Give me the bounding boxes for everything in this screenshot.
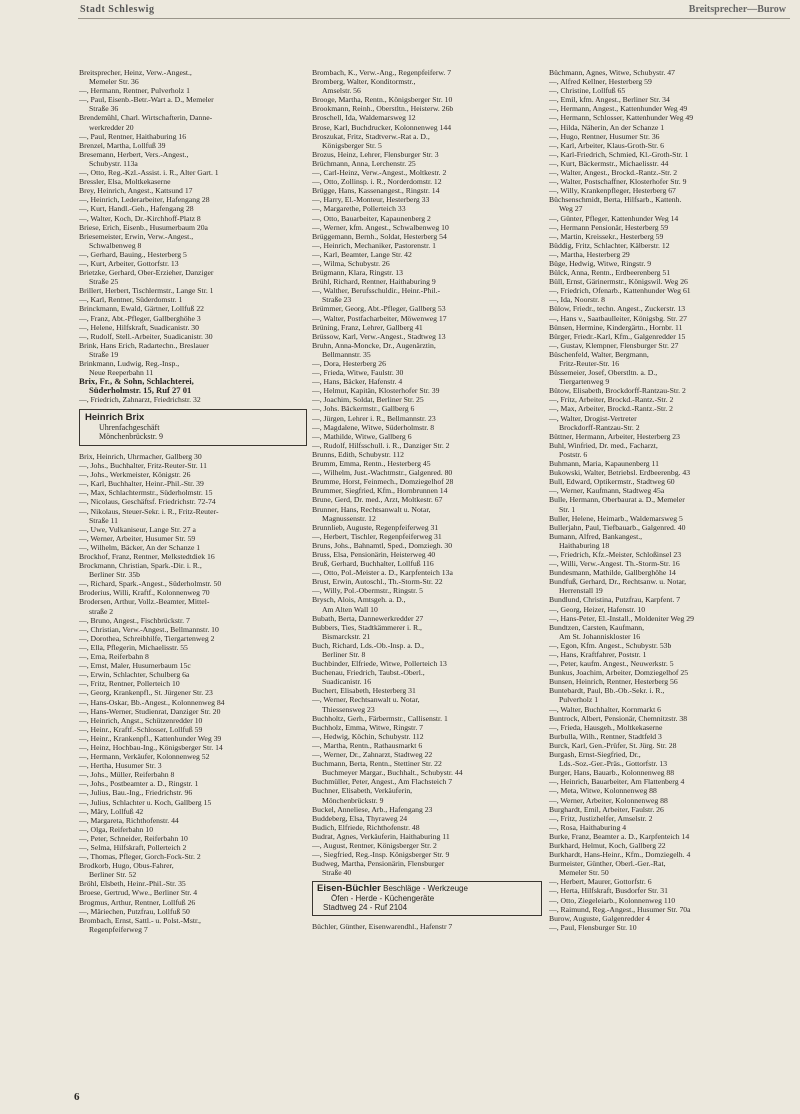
directory-entry-line: Bünsen, Hermine, Kindergärtn., Hornbr. 11 xyxy=(549,322,683,332)
directory-entry-line: —, Raimund, Reg.-Angest., Husumer Str. 70a xyxy=(549,904,691,914)
directory-entry-line: Buchbinder, Elfriede, Witwe, Pollerteich 13 xyxy=(312,659,447,669)
directory-entry-line: Brüggemann, Bernh., Soldat, Hesterberg 54 xyxy=(312,231,447,241)
directory-entry-line: Brose, Karl, Buchdrucker, Kolonnenweg 144 xyxy=(312,122,452,132)
directory-entry-line: Straße 11 xyxy=(89,515,118,525)
directory-entry-line: —, Heinz, Hochbau-Ing., Königsberger Str. 14 xyxy=(79,742,223,752)
directory-entry-line: Bubath, Berta, Dannewerkredder 27 xyxy=(312,613,424,623)
directory-entry-line: Fritz-Reuter-Str. 16 xyxy=(559,359,620,368)
directory-entry-line: Burkhardt, Hans-Heinr., Kfm., Domziegelh. 4 xyxy=(549,850,691,860)
directory-entry-line: —, Hans v., Saatbaulleiter, Königsbg. Str. 27 xyxy=(549,313,687,323)
directory-entry-line: Mönchenbrückstr. 9 xyxy=(322,795,384,805)
directory-entry-line: Brietzke, Gerhard, Ober-Erzieher, Danziger xyxy=(79,268,214,278)
ad-line: Öfen - Herde - Küchengeräte xyxy=(331,893,435,903)
directory-entry-line: Buddeberg, Elsa, Thyraweg 24 xyxy=(312,813,408,823)
directory-entry-line: Brombach, Ernst, Sattl.- u. Polst.-Mstr., xyxy=(79,915,201,925)
entries-block-2a xyxy=(312,68,542,877)
directory-entry-line: Bruß, Gerhard, Buchhalter, Lollfuß 116 xyxy=(312,559,434,569)
directory-entry-line: —, Margarethe, Pollerteich 33 xyxy=(312,204,406,214)
directory-entry-line: —, Heinrich, Lederarbeiter, Hafengang 28 xyxy=(79,195,210,205)
directory-entry-line: —, Julius, Schlachter u. Koch, Gallberg 15 xyxy=(79,797,212,807)
directory-entry-line: —, Rudolf, Stell.-Arbeiter, Suadicanistr. 30 xyxy=(79,331,213,341)
directory-entry-line: —, Georg, Krankenpfl., St. Jürgener Str. 23 xyxy=(79,688,213,698)
directory-entry-line: —, Alfred Kellner, Hesterberg 59 xyxy=(549,77,652,87)
directory-entry-line: Brombach, K., Verw.-Ang., Regenpfeiferw. 7 xyxy=(312,68,452,77)
directory-entry-line: Büchmann, Agnes, Witwe, Schubystr. 47 xyxy=(549,68,675,77)
directory-entry-line: Brumm, Emma, Rentn., Hesterberg 45 xyxy=(312,459,431,469)
directory-entry-line: —, Hermann Pensionär, Hesterberg 59 xyxy=(549,222,669,232)
directory-entry-line: Weg 27 xyxy=(559,204,583,214)
directory-entry-line: —, Karl, Arbeiter, Klaus-Groth-Str. 6 xyxy=(549,140,664,150)
directory-entry-line: —, Johs., Buchhalter, Fritz-Reuter-Str. 11 xyxy=(79,461,207,471)
header-rule xyxy=(78,18,790,19)
directory-entry-line: —, Karl, Beamter, Lange Str. 42 xyxy=(312,249,412,259)
directory-entry-line: —, Otto, Zollinsp. i. R., Norderdomstr. 12 xyxy=(312,177,442,187)
directory-entry-line: —, Hans, Bäcker, Hafenstr. 4 xyxy=(312,377,403,387)
directory-entry-line: —, Fritz, Justizhelfer, Amselstr. 2 xyxy=(549,813,653,823)
directory-entry-line: —, Hilda, Näherin, An der Schanze 1 xyxy=(549,122,665,132)
directory-entry-line: Bülow, Friedr., techn. Angest., Zuckerstr. 13 xyxy=(549,304,686,314)
directory-entry-line: Büge, Hedwig, Witwe, Ringstr. 9 xyxy=(549,258,652,268)
directory-entry-line: —, Joachim, Soldat, Berliner Str. 25 xyxy=(312,395,424,405)
directory-entry-line: Bundesmann, Mathilde, Gallberghöhe 14 xyxy=(549,568,676,578)
directory-entry-line: Briesemeister, Erwin, Verw.-Angest., xyxy=(79,231,194,241)
directory-entry-line: —, Willy, Krankenpfleger, Hesterberg 67 xyxy=(549,186,676,196)
directory-entry-line: Büddig, Fritz, Schlachter, Kälberstr. 12 xyxy=(549,240,670,250)
directory-entry-line: Regenpfeiferweg 7 xyxy=(89,924,148,934)
directory-entry-line: Brunnlieb, Auguste, Regenpfeiferweg 31 xyxy=(312,522,439,532)
directory-entry-line: Brix, Heinrich, Uhrmacher, Gallberg 30 xyxy=(79,451,202,461)
directory-entry-line: —, Ernst, Maler, Husumerbaum 15c xyxy=(79,661,191,671)
directory-entry-line: —, Kurt, Arbeiter, Gottorfstr. 13 xyxy=(79,258,179,268)
directory-entry-line: —, Rosa, Haithaburing 4 xyxy=(549,822,627,832)
directory-entry-line: —, Max, Schlachtermstr., Süderholmstr. 15 xyxy=(79,488,213,498)
directory-entry-line: —, Hans-Peter, El.-Install., Moldeniter Weg 29 xyxy=(549,613,694,623)
entries-block-1b xyxy=(79,452,307,934)
directory-entry-line: Bunkus, Joachim, Arbeiter, Domziegelhof 25 xyxy=(549,668,689,678)
directory-entry-line: —, Gerhard, Bauing., Hesterberg 5 xyxy=(79,249,187,259)
directory-entry-line: —, Willy, Pol.-Obermstr., Ringstr. 5 xyxy=(312,586,423,596)
directory-entry-line: —, Egon, Kfm. Angest., Schubystr. 53b xyxy=(549,640,672,650)
directory-entry-line: —, Werner, Kaufmann, Stadtweg 45a xyxy=(549,486,665,496)
directory-entry-line: —, Rudolf, Hilfsschull. i. R., Danziger Str. 2 xyxy=(312,440,450,450)
directory-entry-line: straße 2 xyxy=(89,606,114,616)
directory-entry-line: —, Hermann, Verkäufer, Kolonnenweg 52 xyxy=(79,752,210,762)
directory-entry-line: Budich, Elfriede, Richthofenstr. 48 xyxy=(312,822,420,832)
directory-entry-line: Memeler Str. 50 xyxy=(559,868,609,878)
directory-entry-line: —, Werner, kfm. Angest., Schwalbenweg 10 xyxy=(312,222,449,232)
ad-line: Mönchenbrückstr. 9 xyxy=(99,432,163,442)
directory-entry-line: Pulverholz 1 xyxy=(559,695,599,705)
directory-entry-line: —, Friedrich, Kfz.-Meister, Schloßinsel 23 xyxy=(549,549,682,559)
directory-entry-line: —, Christian, Verw.-Angest., Bellmannstr. 10 xyxy=(79,624,219,634)
column-1 xyxy=(79,68,307,934)
directory-entry-line: —, Hans-Oskar, Bb.-Angest., Kolonnenweg 84 xyxy=(79,697,225,707)
directory-entry-line: Berliner Str. 52 xyxy=(89,870,137,880)
directory-entry-line: —, Dorothea, Schreibhilfe, Tiergartenweg 2 xyxy=(79,633,215,643)
directory-entry-line: —, Martha, Hesterberg 29 xyxy=(549,249,630,259)
directory-entry-line: Lds.-Soz.-Ger.-Präs., Gottorfstr. 13 xyxy=(559,759,668,769)
directory-entry-line: Brune, Gerd, Dr. med., Arzt, Moltkestr. 67 xyxy=(312,495,443,505)
directory-entry-line: —, Meta, Witwe, Kolonnenweg 88 xyxy=(549,786,657,796)
directory-entry-line: Brüssow, Karl, Verw.-Angest., Stadtweg 13 xyxy=(312,331,446,341)
directory-entry-line: Brockhof, Franz, Rentner, Melkstedtdiek 16 xyxy=(79,552,215,561)
directory-entry-line: Bull, Edward, Optikermstr., Stadtweg 60 xyxy=(549,477,675,487)
directory-entry-line: Buntebardt, Paul, Bb.-Ob.-Sekr. i. R., xyxy=(549,686,665,696)
directory-entry-line: Briese, Erich, Eisenb., Husumerbaum 20a xyxy=(79,222,208,232)
directory-entry-line: Brillert, Herbert, Tischlermstr., Lange Str. 1 xyxy=(79,286,214,296)
directory-entry-line: Neue Reeperbahn 11 xyxy=(89,368,154,378)
directory-entry-line: —, Frieda, Witwe, Faulstr. 30 xyxy=(312,368,404,378)
directory-entry-line: Buckel, Anneliese, Arb., Hafengang 23 xyxy=(312,804,433,814)
directory-entry-line: —, Peter, kaufm. Angest., Neuwerkstr. 5 xyxy=(549,659,674,669)
directory-entry-line: —, Wilhelm, Bäcker, An der Schanze 1 xyxy=(79,542,201,552)
directory-entry-line: —, Karl, Buchhalter, Heinr.-Phil.-Str. 39 xyxy=(79,479,204,489)
directory-entry-line: —, Hermann, Angest., Kattenhunder Weg 49 xyxy=(549,104,688,114)
directory-entry-line: —, Hedwig, Köchin, Schubystr. 112 xyxy=(312,731,424,741)
directory-entry-line: Brügge, Hans, Kassenangest., Ringstr. 14 xyxy=(312,186,440,196)
directory-entry-line: —, Heinrich, Mechaniker, Pastorenstr. 1 xyxy=(312,240,436,250)
directory-entry-line: Brodkorb, Hugo, Obus-Fahrer, xyxy=(79,861,174,871)
directory-entry-line: Schubystr. 113a xyxy=(89,158,138,168)
directory-entry-line: —, Otto, Reg.-Kzl.-Assist. i. R., Alter Gart. 1 xyxy=(79,168,219,178)
directory-entry-line: Bundfuß, Gerhard, Dr., Rechtsanw. u. Notar, xyxy=(549,577,687,587)
directory-entry-line: Burck, Karl, Gen.-Prüfer, St. Jürg. Str. 28 xyxy=(549,740,677,750)
directory-entry-line: Buchner, Elisabeth, Verkäuferin, xyxy=(312,786,413,796)
directory-entry-line: Broese, Gertrud, Wwe., Berliner Str. 4 xyxy=(79,888,198,898)
directory-entry-line: —, Wilhelm, Just.-Wachtmstr., Galgenred. 80 xyxy=(312,468,453,478)
directory-entry-line: Bruhn, Anna-Moncke, Dr., Augenärztin, xyxy=(312,340,436,350)
directory-entry-line: Burmeister, Günther, Oberl.-Ger.-Rat, xyxy=(549,859,666,869)
directory-entry-line: Bundlund, Christina, Putzfrau, Karpfent. 7 xyxy=(549,595,681,605)
directory-entry-line: Poststr. 6 xyxy=(559,449,588,459)
directory-entry-line: Brinckmann, Ewald, Gärtner, Lollfuß 22 xyxy=(79,304,205,314)
directory-entry-line: —, Johs., Werkmeister, Königstr. 26 xyxy=(79,470,191,480)
directory-entry-line: —, Julius, Bau.-Ing., Friedrichstr. 96 xyxy=(79,788,193,798)
directory-entry-line: —, Walther, Berufsschuldir., Heinr.-Phil.- xyxy=(312,286,441,296)
directory-entry-line: Brogmus, Arthur, Rentner, Lollfuß 26 xyxy=(79,897,196,907)
directory-entry-line: —, Karl, Rentner, Süderdomstr. 1 xyxy=(79,295,183,305)
directory-entry-line: Burghardt, Emil, Arbeiter, Faulstr. 26 xyxy=(549,804,664,814)
directory-entry-line: Suadicanistr. 16 xyxy=(322,677,372,687)
directory-entry-line: Brink, Hans Erich, Radartechn., Breslauer xyxy=(79,340,209,350)
directory-entry-line: —, Otto, Pol.-Meister a. D., Karpfenteich 13a xyxy=(312,568,453,578)
directory-entry-line: —, Carl-Heinz, Verw.-Angest., Moltkestr. 2 xyxy=(312,168,447,178)
directory-entry-line: —, Gustav, Klempner, Flensburger Str. 27 xyxy=(549,340,679,350)
directory-entry-line: —, Paul, Eisenb.-Betr.-Wart a. D., Memeler xyxy=(79,95,214,105)
directory-entry-line: —, Märy, Lollfuß 42 xyxy=(79,806,144,816)
directory-entry-line: Straße 40 xyxy=(322,868,352,878)
directory-entry-line: Burow, Auguste, Galgenredder 4 xyxy=(549,913,650,923)
directory-entry-line: Straße 25 xyxy=(89,277,119,287)
entries-block-1a xyxy=(79,68,307,377)
directory-entry-line: —, Helmut, Kapitän, Klosterhofer Str. 39 xyxy=(312,386,440,396)
directory-entry-line: Str. 1 xyxy=(559,504,576,514)
directory-entry-line: Brunner, Hans, Rechtsanwalt u. Notar, xyxy=(312,504,431,514)
directory-entry-line: Bismarckstr. 21 xyxy=(322,631,371,641)
directory-entry-line: —, Olga, Reiferbahn 10 xyxy=(79,824,154,834)
ad-line: Beschläge - Werkzeuge xyxy=(383,884,468,894)
directory-entry-line: —, Heinr., Krankenpfl., Kattenhunder Weg 39 xyxy=(79,733,222,743)
directory-entry-line: —, Johs., Postbeamter a. D., Ringstr. 1 xyxy=(79,779,199,789)
directory-entry-line: Bumann, Alfred, Bankangest., xyxy=(549,531,643,541)
directory-entry-line: werkredder 20 xyxy=(89,122,134,132)
directory-entry-line: Brümmer, Georg, Abt.-Pfleger, Gallberg 53 xyxy=(312,304,446,314)
directory-entry-line: Bullerjahn, Paul, Tiefbauarb., Galgenred. 40 xyxy=(549,522,686,532)
directory-entry-line: —, Johs., Müller, Reiferbahn 8 xyxy=(79,770,175,780)
directory-entry-line: —, Bruno, Angest., Fischbrückstr. 7 xyxy=(79,615,190,625)
directory-entry-line: Haithaburing 18 xyxy=(559,540,610,550)
directory-entry-line: Büssemeier, Josef, Oberstltn. a. D., xyxy=(549,368,658,378)
page-number: 6 xyxy=(74,1091,80,1103)
directory-entry-line: —, Otto, Ziegeleiarb., Kolonnenweg 110 xyxy=(549,895,676,905)
advertisement-eisen-buechler xyxy=(312,881,542,916)
directory-entry-line: —, Walter, Postschaffner, Klosterhofer Str. 9 xyxy=(549,177,687,187)
directory-entry-line: Bellmannstr. 35 xyxy=(322,349,371,359)
directory-entry-line: —, Wilma, Schubystr. 26 xyxy=(312,258,390,268)
directory-entry-line: —, Fritz, Arbeiter, Brockd.-Rantz.-Str. 2 xyxy=(549,395,674,405)
directory-entry-line: —, Christine, Lollfuß 65 xyxy=(549,86,626,96)
directory-entry-line: Schwalbenweg 8 xyxy=(89,240,142,250)
directory-entry-line: —, Dora, Hesterberg 26 xyxy=(312,359,386,368)
directory-entry-line: Herrenstall 19 xyxy=(559,586,603,596)
directory-entry-line: —, Heinrich, Angst., Schützenredder 10 xyxy=(79,715,203,725)
directory-entry-line: Brummer, Siegfried, Kfm., Hornbrunnen 14 xyxy=(312,486,448,496)
directory-entry-line: —, Werner, Dr., Zahnarzt, Stadtweg 22 xyxy=(312,750,433,760)
ad-line: Uhrenfachgeschäft xyxy=(99,422,160,432)
directory-entry-line: Büll, Ernst, Gärinermstr., Königswil. Weg 26 xyxy=(549,277,688,287)
directory-entry-line: Brockmann, Christian, Spark.-Dir. i. R., xyxy=(79,561,202,571)
directory-entry-line: —, Kurt, Handl.-Geh., Hafengang 28 xyxy=(79,204,194,214)
directory-entry-line: —, Paul, Rentner, Haithaburing 16 xyxy=(79,131,187,141)
directory-entry-line: —, Kurt, Bäckermstr., Michaelisstr. 44 xyxy=(549,158,669,168)
directory-entry-line: Bromberg, Walter, Konditormstr., xyxy=(312,77,416,87)
directory-entry-line: —, Walter, Postfacharbeiter, Möwenweg 17 xyxy=(312,313,447,323)
directory-entry-line: Breitsprecher, Heinz, Verw.-Angest., xyxy=(79,68,192,77)
directory-entry-line: Buchert, Elisabeth, Hesterberg 31 xyxy=(312,686,416,696)
directory-entry-line: Burke, Franz, Beamter a. D., Karpfenteich 14 xyxy=(549,831,690,841)
entries-block-3 xyxy=(549,68,791,932)
directory-entry-line: Brockdorff-Rantzau-Str. 2 xyxy=(559,422,640,432)
directory-entry-line: Magnussenstr. 12 xyxy=(322,513,376,523)
directory-entry-line: Amselstr. 56 xyxy=(322,86,361,96)
directory-entry-line: Büchsenschmidt, Berta, Hilfsarb., Kattenh. xyxy=(549,195,682,205)
directory-entry-line: —, Margareta, Richthofenstr. 44 xyxy=(79,815,179,825)
directory-entry-line: Brysch, Alois, Amtsgeh. a. D., xyxy=(312,595,406,605)
directory-entry-line: Bukowski, Walter, Betriebsl. Erdbeerenbg. 43 xyxy=(549,468,691,478)
column-3 xyxy=(549,68,791,932)
directory-entry-line: —, Peter, Schneider, Reiferbahn 10 xyxy=(79,833,188,843)
directory-entry-line: Bressler, Elsa, Moltkekaserne xyxy=(79,177,171,187)
directory-entry-line: Bubbers, Ties, Stadtkämmerer i. R., xyxy=(312,622,422,632)
entry: Büchler, Günther, Eisenwarendhl., Hafenstr 7 xyxy=(312,921,453,931)
directory-entry-line: Thiessensweg 23 xyxy=(322,704,375,714)
directory-entry-line: Buchmüller, Peter, Angest., Am Flachsteich 7 xyxy=(312,777,453,787)
directory-entry-line: —, Herbert, Maurer, Gottorfstr. 6 xyxy=(549,877,652,887)
ad-name: Heinrich Brix xyxy=(85,412,145,424)
directory-entry-line: —, Max, Arbeiter, Brockd.-Rantz.-Str. 2 xyxy=(549,404,673,414)
directory-entry-line: —, Nicolaus, Geschäftsf. Friedrichstr. 72-74 xyxy=(79,497,216,507)
directory-entry-line: Broszukat, Fritz, Stadtverw.-Rat a. D., xyxy=(312,131,430,141)
directory-entry-line: —, Werner, Arbeiter, Husumer Str. 59 xyxy=(79,533,196,543)
directory-entry-line: Buchmann, Berta, Rentn., Stettiner Str. 22 xyxy=(312,759,442,769)
directory-entry-line: —, Hans-Werner, Studienrat, Danziger Str. 20 xyxy=(79,706,221,716)
directory-entry-line: Brinkmann, Ludwig, Reg.-Insp., xyxy=(79,359,180,368)
directory-entry-line: —, Helene, Hilfskraft, Suadicanistr. 30 xyxy=(79,322,199,332)
directory-entry-line: Buchholz, Emma, Witwe, Ringstr. 7 xyxy=(312,722,424,732)
directory-entry-line: Berliner Str. 35b xyxy=(89,570,141,580)
directory-entry-line: —, Erwin, Schlachter, Schulberg 6a xyxy=(79,670,190,680)
directory-entry-line: Budrat, Agnes, Verkäuferin, Haithaburing 11 xyxy=(312,831,450,841)
directory-entry-line: Buchholtz, Gerh., Färbermstr., Callisenstr. 1 xyxy=(312,713,448,723)
directory-entry-line: —, Jürgen, Lehrer i. R., Bellmannstr. 23 xyxy=(312,413,436,423)
directory-entry-line: —, Hans, Kraftfahrer, Poststr. 1 xyxy=(549,650,647,659)
directory-entry-line: Buhl, Winfried, Dr. med., Facharzt, xyxy=(549,440,658,450)
directory-entry-line: —, Heinrich, Bauarbeiter, Am Flattenberg 4 xyxy=(549,777,685,787)
directory-entry-line: Bresemann, Herbert, Vers.-Angest., xyxy=(79,149,189,159)
directory-entry-line: Budweg, Martha, Pensionärin, Flensburger xyxy=(312,859,445,869)
directory-entry-line: —, Heinr., Kraftf.-Schlosser, Lollfuß 59 xyxy=(79,724,203,734)
entry-text: —, Friedrich, Zahnarzt, Friedrichstr. 32 xyxy=(79,395,201,405)
directory-entry-line: Brügmann, Klara, Ringstr. 13 xyxy=(312,268,403,278)
directory-entry-line: Brust, Erwin, Autoschl., Th.-Storm-Str. 22 xyxy=(312,577,443,587)
directory-entry-line: —, Siegfried, Reg.-Insp. Königsberger Str. 9 xyxy=(312,850,450,860)
directory-entry-line: Straße 23 xyxy=(322,295,352,305)
directory-entry-line: —, Johs. Bäckermstr., Gallberg 6 xyxy=(312,404,415,414)
directory-entry-line: Brey, Heinrich, Angest., Kattsund 17 xyxy=(79,186,193,196)
directory-entry-line: —, Walter, Drogist-Vertreter xyxy=(549,413,637,423)
directory-entry-line: Brozus, Heinz, Lehrer, Flensburger Str. 3 xyxy=(312,149,439,159)
directory-entry-line: Bulle, Hermann, Oberbaurat a. D., Memeler xyxy=(549,495,685,505)
running-header-right: Breitsprecher—Burow xyxy=(688,4,786,15)
directory-entry-line: Königsberger Str. 5 xyxy=(322,140,382,150)
directory-entry-line: Burbulla, Wilh., Rentner, Stadtfeld 3 xyxy=(549,731,662,741)
directory-entry-line: Straße 36 xyxy=(89,104,119,114)
directory-entry-line: —, Willi, Verw.-Angest. Th.-Storm-Str. 16 xyxy=(549,559,680,569)
directory-entry-line: Brookmann, Reinh., Oberstltn., Heisterw. 26b xyxy=(312,104,454,114)
advertisement-heinrich-brix xyxy=(79,409,307,446)
directory-entry-line: Bruns, Johs., Bahnamtl, Sped., Domziegh. 30 xyxy=(312,540,453,550)
directory-entry-line: —, Georg, Heizer, Hafenstr. 10 xyxy=(549,604,646,614)
directory-entry-line: —, Otto, Bauarbeiter, Kapaunenberg 2 xyxy=(312,213,431,223)
directory-entry-line: Am Alten Wall 10 xyxy=(322,604,378,614)
directory-entry-line: Burkhard, Helmut, Koch, Gallberg 22 xyxy=(549,840,666,850)
directory-entry-line: —, Hermann, Schlosser, Kattenhunder Weg 49 xyxy=(549,113,694,123)
directory-entry-line: —, Ella, Pflegerin, Michaelisstr. 55 xyxy=(79,642,188,652)
directory-entry-line: Bunsen, Heinrich, Rentner, Hesterberg 56 xyxy=(549,677,678,687)
directory-entry-line: Buller, Helene, Heimarb., Waldemarsweg 5 xyxy=(549,513,683,523)
column-2 xyxy=(312,68,542,931)
directory-entry-line: Berliner Str. 8 xyxy=(322,650,366,659)
directory-entry-line: Brumme, Horst, Feinmech., Domziegelhof 28 xyxy=(312,477,454,487)
directory-entry-line: —, Karl-Friedrich, Schmied, Kl.-Groth-Str. 1 xyxy=(549,149,689,159)
directory-entry-line: —, Walter, Angest., Brockd.-Rantz.-Str. 2 xyxy=(549,168,678,178)
directory-entry-line: —, Nikolaus, Steuer-Sekr. i. R., Fritz-Reuter- xyxy=(79,506,219,516)
directory-entry-line: Broschell, Ida, Waldemarsweg 12 xyxy=(312,113,416,123)
directory-entry-line: —, Selma, Hilfskraft, Pollerteich 2 xyxy=(79,843,187,852)
directory-entry-line: —, Erna, Reiferbahn 8 xyxy=(79,652,149,662)
directory-entry-line: —, Martha, Rentn., Rathausmarkt 6 xyxy=(312,740,423,750)
running-header-left: Stadt Schleswig xyxy=(80,4,155,15)
directory-entry-line: Burgash, Ernst-Siegfried, Dr., xyxy=(549,750,641,760)
directory-entry-line: —, Herta, Hilfskraft, Busdorfer Str. 31 xyxy=(549,886,668,896)
directory-entry-line: —, Martin, Kreissekr., Hesterberg 59 xyxy=(549,231,664,241)
directory-entry-line: Memeler Str. 36 xyxy=(89,77,139,87)
directory-entry-line: —, Günter, Pfleger, Kattenhunder Weg 14 xyxy=(549,213,679,223)
directory-entry-line: —, Märiechen, Putzfrau, Lollfuß 50 xyxy=(79,906,190,916)
directory-entry-line: Buchmeyer Margar., Buchhalt., Schubystr. 44 xyxy=(322,768,463,778)
directory-entry-line: —, Hugo, Rentner, Husumer Str. 36 xyxy=(549,131,660,141)
ad-name: Eisen-Büchler xyxy=(317,883,381,895)
entry xyxy=(79,395,307,404)
directory-entry-line: —, Frieda, Hausgeh., Moltkekaserne xyxy=(549,722,663,732)
directory-entry-line: Buch, Richard, Lds.-Ob.-Insp. a. D., xyxy=(312,640,424,650)
directory-entry-line: —, Harry, El.-Monteur, Hesterberg 33 xyxy=(312,195,430,205)
directory-entry-line: —, Werner, Arbeiter, Kolonnenweg 88 xyxy=(549,795,668,805)
directory-entry-line: Bütow, Elisabeth, Brockdorff-Rantzau-Str. 2 xyxy=(549,386,686,396)
directory-entry-line: —, Richard, Spark.-Angest., Süderholmstr. 50 xyxy=(79,579,222,589)
directory-entry-line: —, Mathilde, Witwe, Gallberg 6 xyxy=(312,431,412,441)
directory-entry-line: Brüning, Franz, Lehrer, Gallberg 41 xyxy=(312,322,423,332)
directory-entry-line: Tiergartenweg 9 xyxy=(559,377,610,387)
directory-entry-line: Brunns, Edith, Schubystr. 112 xyxy=(312,449,404,459)
directory-entry-line: Buntrock, Albert, Pensionär, Chemnitzstr. 38 xyxy=(549,713,688,723)
directory-entry-line: —, Werner, Rechtsanwalt u. Notar, xyxy=(312,695,420,705)
directory-entry-line: —, Paul, Flensburger Str. 10 xyxy=(549,922,637,932)
directory-entry-line: Buchenau, Friedrich, Taubst.-Oberl., xyxy=(312,668,425,678)
directory-entry-line: Brühl, Richard, Rentner, Haithaburing 9 xyxy=(312,277,436,287)
directory-entry-line: Am St. Johanniskloster 16 xyxy=(559,631,641,641)
directory-entry-line: —, Franz, Abt.-Pfleger, Gallberghöhe 3 xyxy=(79,313,201,323)
directory-entry-line: Brooge, Martha, Rentn., Königsberger Str. 10 xyxy=(312,95,453,105)
directory-entry-line: —, Magdalene, Witwe, Süderholmstr. 8 xyxy=(312,422,435,432)
directory-entry-line: Brüchmann, Anna, Lerchenstr. 25 xyxy=(312,158,416,168)
directory-entry-line: —, Ida, Noorstr. 8 xyxy=(549,295,605,305)
directory-entry-line: —, Uwe, Vulkaniseur, Lange Str. 27 a xyxy=(79,524,196,534)
directory-entry-line: Büschenfeld, Walter, Bergmann, xyxy=(549,349,649,359)
entry-bold-continued: Süderholmstr. 15, Ruf 27 01 xyxy=(89,386,192,396)
directory-entry-line: Buhmann, Maria, Kapaunenberg 11 xyxy=(549,459,659,469)
directory-entry-line: Broderius, Willi, Kraftf., Kolonnenweg 70 xyxy=(79,588,210,598)
directory-entry-line: Büttner, Hermann, Arbeiter, Hesterberg 23 xyxy=(549,431,680,441)
directory-entry-line: —, Herbert, Tischler, Regenpfeiferweg 31 xyxy=(312,531,442,541)
ad-line: Stadtweg 24 - Ruf 2104 xyxy=(323,903,408,913)
directory-entry-line: Bülck, Anna, Rentn., Erdbeerenberg 51 xyxy=(549,268,671,278)
entry-bold: Brix, Fr., & Sohn, Schlachterei, xyxy=(79,377,194,387)
directory-entry-line: —, Walter, Buchhalter, Kornmarkt 6 xyxy=(549,704,661,714)
directory-entry-line: Brenzel, Martha, Lollfuß 39 xyxy=(79,140,166,150)
directory-entry-line: Straße 19 xyxy=(89,349,119,359)
directory-entry-line: Brendemühl, Charl. Wirtschafterin, Danne- xyxy=(79,113,213,123)
directory-entry-line: —, August, Rentner, Königsberger Str. 2 xyxy=(312,840,437,850)
directory-entry-line: —, Hertha, Husumer Str. 3 xyxy=(79,761,162,771)
directory-entry-line: Bröhl, Elsbeth, Heinr.-Phil.-Str. 35 xyxy=(79,879,186,889)
directory-entry-line: —, Friedrich, Ofenarb., Kattenhunder Weg 61 xyxy=(549,286,691,296)
directory-entry-line: Bruss, Elsa, Pensionärin, Heisterweg 40 xyxy=(312,549,436,559)
directory-entry-line: —, Fritz, Rentner, Pollerteich 10 xyxy=(79,679,180,689)
directory-entry-line: —, Emil, kfm. Angest., Berliner Str. 34 xyxy=(549,95,670,105)
directory-entry-line: Bürger, Friedr.-Karl, Kfm., Galgenredder 15 xyxy=(549,331,686,341)
directory-entry-line: Burger, Hans, Bauarb., Kolonnenweg 88 xyxy=(549,768,675,778)
directory-entry-line: —, Walter, Koch, Dr.-Kirchhoff-Platz 8 xyxy=(79,213,201,223)
directory-entry-line: —, Hermann, Rentner, Pulverholz 1 xyxy=(79,86,190,96)
directory-entry-line: —, Thomas, Pfleger, Gorch-Fock-Str. 2 xyxy=(79,852,201,862)
directory-entry-line: Bundtzen, Carsten, Kaufmann, xyxy=(549,622,645,632)
directory-entry-line: Brodersen, Arthur, Vollz.-Beamter, Mittel- xyxy=(79,597,210,607)
